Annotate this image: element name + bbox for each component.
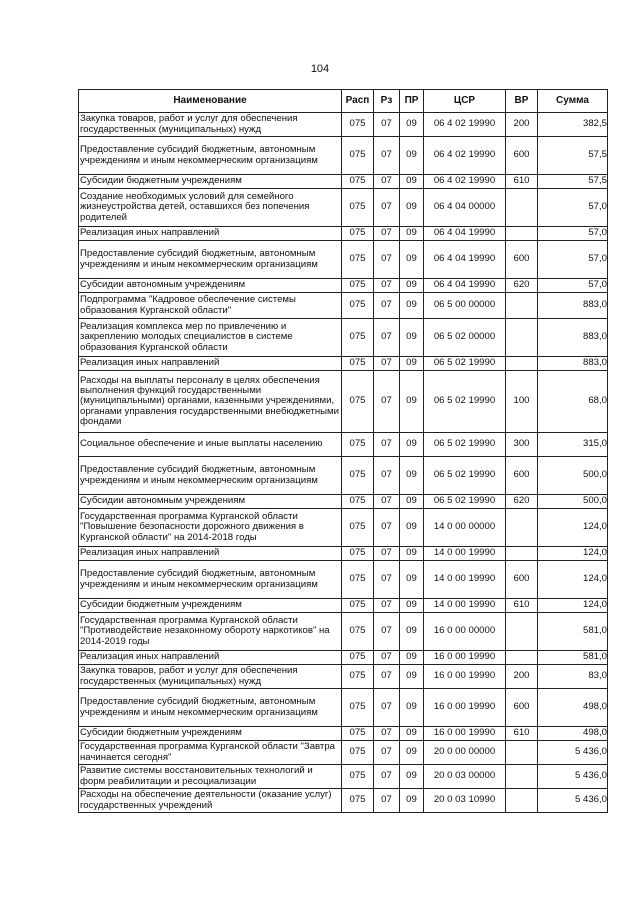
cell-rz: 07 (374, 371, 400, 433)
cell-rz: 07 (374, 495, 400, 509)
cell-rz: 07 (374, 279, 400, 293)
cell-rasp: 075 (342, 241, 374, 279)
cell-rz: 07 (374, 509, 400, 547)
cell-rasp: 075 (342, 457, 374, 495)
cell-sum: 57,5 (538, 137, 608, 175)
cell-sum: 883,0 (538, 319, 608, 357)
cell-pr: 09 (400, 665, 424, 689)
cell-pr: 09 (400, 495, 424, 509)
cell-name: Расходы на выплаты персоналу в целях обеспечения выполнения функций государственными (муниципальными) органами, казенными учреждениями, органами управления государственными внебюджетными фондами (79, 371, 342, 433)
cell-rasp: 075 (342, 613, 374, 651)
cell-sum: 83,0 (538, 665, 608, 689)
cell-csr: 06 4 04 00000 (424, 189, 506, 227)
cell-vr (506, 547, 538, 561)
table-row (79, 279, 608, 293)
cell-rz: 07 (374, 613, 400, 651)
cell-csr: 06 5 02 19990 (424, 357, 506, 371)
table-row (79, 319, 608, 357)
cell-sum: 883,0 (538, 293, 608, 319)
cell-csr: 16 0 00 19990 (424, 651, 506, 665)
table-row (79, 227, 608, 241)
cell-rz: 07 (374, 113, 400, 137)
cell-name: Предоставление субсидий бюджетным, автономным учреждениям и иным некоммерческим организациям (79, 561, 342, 599)
table-row (79, 665, 608, 689)
cell-rasp: 075 (342, 665, 374, 689)
cell-name: Предоставление субсидий бюджетным, автономным учреждениям и иным некоммерческим организациям (79, 241, 342, 279)
cell-pr: 09 (400, 547, 424, 561)
cell-sum: 581,0 (538, 613, 608, 651)
cell-vr (506, 357, 538, 371)
cell-vr: 600 (506, 137, 538, 175)
cell-csr: 06 5 02 19990 (424, 457, 506, 495)
cell-rasp: 075 (342, 765, 374, 789)
cell-csr: 14 0 00 19990 (424, 599, 506, 613)
cell-name: Расходы на обеспечение деятельности (оказание услуг) государственных учреждений (79, 789, 342, 813)
table-row (79, 457, 608, 495)
cell-vr (506, 319, 538, 357)
cell-rasp: 075 (342, 433, 374, 457)
table-row (79, 727, 608, 741)
cell-rz: 07 (374, 665, 400, 689)
cell-pr: 09 (400, 599, 424, 613)
cell-sum: 500,0 (538, 457, 608, 495)
cell-vr (506, 509, 538, 547)
cell-pr: 09 (400, 613, 424, 651)
cell-csr: 06 5 02 19990 (424, 371, 506, 433)
cell-pr: 09 (400, 357, 424, 371)
cell-vr (506, 189, 538, 227)
cell-rasp: 075 (342, 599, 374, 613)
cell-name: Реализация иных направлений (79, 357, 342, 371)
table-row (79, 495, 608, 509)
cell-name: Реализация комплекса мер по привлечению и закреплению молодых специалистов в системе образования Курганской области (79, 319, 342, 357)
header-rz: Рз (374, 90, 400, 113)
cell-name: Социальное обеспечение и иные выплаты населению (79, 433, 342, 457)
cell-sum: 5 436,0 (538, 741, 608, 765)
cell-name: Предоставление субсидий бюджетным, автономным учреждениям и иным некоммерческим организациям (79, 457, 342, 495)
cell-csr: 16 0 00 19990 (424, 727, 506, 741)
cell-name: Предоставление субсидий бюджетным, автономным учреждениям и иным некоммерческим организациям (79, 137, 342, 175)
header-csr: ЦСР (424, 90, 506, 113)
cell-sum: 57,0 (538, 279, 608, 293)
table-row (79, 613, 608, 651)
cell-rasp: 075 (342, 495, 374, 509)
cell-rz: 07 (374, 137, 400, 175)
cell-pr: 09 (400, 137, 424, 175)
header-rasp: Расп (342, 90, 374, 113)
cell-sum: 57,0 (538, 189, 608, 227)
cell-name: Подпрограмма "Кадровое обеспечение системы образования Курганской области" (79, 293, 342, 319)
cell-vr (506, 227, 538, 241)
cell-sum: 315,0 (538, 433, 608, 457)
cell-name: Предоставление субсидий бюджетным, автономным учреждениям и иным некоммерческим организациям (79, 689, 342, 727)
cell-pr: 09 (400, 279, 424, 293)
cell-rz: 07 (374, 689, 400, 727)
cell-csr: 06 4 02 19990 (424, 175, 506, 189)
cell-vr: 620 (506, 279, 538, 293)
cell-vr: 300 (506, 433, 538, 457)
cell-csr: 06 5 02 19990 (424, 433, 506, 457)
cell-vr: 600 (506, 241, 538, 279)
cell-sum: 124,0 (538, 509, 608, 547)
cell-name: Субсидии автономным учреждениям (79, 495, 342, 509)
cell-pr: 09 (400, 175, 424, 189)
cell-vr: 600 (506, 689, 538, 727)
cell-vr: 600 (506, 561, 538, 599)
cell-pr: 09 (400, 689, 424, 727)
cell-rz: 07 (374, 241, 400, 279)
cell-rasp: 075 (342, 509, 374, 547)
table-row (79, 689, 608, 727)
cell-rasp: 075 (342, 789, 374, 813)
cell-pr: 09 (400, 651, 424, 665)
header-sum: Сумма (538, 90, 608, 113)
cell-rasp: 075 (342, 547, 374, 561)
table-row (79, 789, 608, 813)
cell-name: Субсидии бюджетным учреждениям (79, 727, 342, 741)
cell-sum: 498,0 (538, 689, 608, 727)
cell-name: Государственная программа Курганской области "Завтра начинается сегодня" (79, 741, 342, 765)
cell-rasp: 075 (342, 189, 374, 227)
table-row (79, 561, 608, 599)
cell-rz: 07 (374, 175, 400, 189)
cell-vr: 100 (506, 371, 538, 433)
cell-rz: 07 (374, 357, 400, 371)
cell-rasp: 075 (342, 319, 374, 357)
cell-sum: 500,0 (538, 495, 608, 509)
table-row (79, 189, 608, 227)
table-row (79, 113, 608, 137)
cell-name: Субсидии бюджетным учреждениям (79, 599, 342, 613)
table-row (79, 599, 608, 613)
cell-csr: 16 0 00 19990 (424, 665, 506, 689)
cell-name: Государственная программа Курганской области "Повышение безопасности дорожного движения в Курганской области" на 2014-2018 годы (79, 509, 342, 547)
cell-name: Субсидии бюджетным учреждениям (79, 175, 342, 189)
cell-name: Государственная программа Курганской области "Противодействие незаконному обороту наркотиков" на 2014-2019 годы (79, 613, 342, 651)
header-name: Наименование (79, 90, 342, 113)
cell-sum: 581,0 (538, 651, 608, 665)
cell-rasp: 075 (342, 561, 374, 599)
cell-vr (506, 741, 538, 765)
cell-sum: 68,0 (538, 371, 608, 433)
cell-csr: 14 0 00 00000 (424, 509, 506, 547)
cell-rasp: 075 (342, 293, 374, 319)
cell-csr: 16 0 00 00000 (424, 613, 506, 651)
cell-rasp: 075 (342, 113, 374, 137)
cell-rasp: 075 (342, 279, 374, 293)
cell-vr: 600 (506, 457, 538, 495)
cell-rasp: 075 (342, 651, 374, 665)
cell-name: Создание необходимых условий для семейного жизнеустройства детей, оставшихся без попечения родителей (79, 189, 342, 227)
cell-rz: 07 (374, 319, 400, 357)
cell-sum: 5 436,0 (538, 765, 608, 789)
cell-rasp: 075 (342, 175, 374, 189)
cell-pr: 09 (400, 765, 424, 789)
cell-rz: 07 (374, 789, 400, 813)
table-row (79, 137, 608, 175)
cell-sum: 57,0 (538, 227, 608, 241)
cell-rasp: 075 (342, 137, 374, 175)
cell-rz: 07 (374, 227, 400, 241)
cell-pr: 09 (400, 561, 424, 599)
cell-csr: 06 4 02 19990 (424, 113, 506, 137)
cell-name: Закупка товаров, работ и услуг для обеспечения государственных (муниципальных) нужд (79, 113, 342, 137)
cell-name: Субсидии автономным учреждениям (79, 279, 342, 293)
cell-vr (506, 765, 538, 789)
cell-rz: 07 (374, 727, 400, 741)
table-row (79, 371, 608, 433)
table-row (79, 509, 608, 547)
cell-rz: 07 (374, 599, 400, 613)
cell-pr: 09 (400, 189, 424, 227)
table-header-row (79, 90, 608, 113)
cell-csr: 06 5 02 00000 (424, 319, 506, 357)
cell-rasp: 075 (342, 371, 374, 433)
cell-sum: 883,0 (538, 357, 608, 371)
cell-csr: 16 0 00 19990 (424, 689, 506, 727)
cell-rz: 07 (374, 433, 400, 457)
cell-name: Закупка товаров, работ и услуг для обеспечения государственных (муниципальных) нужд (79, 665, 342, 689)
cell-sum: 498,0 (538, 727, 608, 741)
cell-sum: 5 436,0 (538, 789, 608, 813)
cell-rz: 07 (374, 457, 400, 495)
cell-csr: 20 0 03 00000 (424, 765, 506, 789)
cell-csr: 06 4 04 19990 (424, 241, 506, 279)
cell-csr: 06 4 02 19990 (424, 137, 506, 175)
cell-pr: 09 (400, 509, 424, 547)
cell-sum: 57,5 (538, 175, 608, 189)
cell-rasp: 075 (342, 727, 374, 741)
cell-sum: 382,5 (538, 113, 608, 137)
cell-vr (506, 651, 538, 665)
cell-vr: 610 (506, 727, 538, 741)
cell-pr: 09 (400, 293, 424, 319)
cell-rz: 07 (374, 293, 400, 319)
cell-pr: 09 (400, 457, 424, 495)
cell-csr: 06 4 04 19990 (424, 227, 506, 241)
cell-sum: 124,0 (538, 561, 608, 599)
cell-rz: 07 (374, 561, 400, 599)
cell-csr: 14 0 00 19990 (424, 561, 506, 599)
cell-pr: 09 (400, 241, 424, 279)
cell-rz: 07 (374, 765, 400, 789)
cell-vr (506, 293, 538, 319)
cell-name: Реализация иных направлений (79, 227, 342, 241)
cell-pr: 09 (400, 319, 424, 357)
cell-sum: 124,0 (538, 599, 608, 613)
cell-sum: 57,0 (538, 241, 608, 279)
cell-rasp: 075 (342, 357, 374, 371)
cell-name: Развитие системы восстановительных технологий и форм реабилитации и ресоциализации (79, 765, 342, 789)
table-row (79, 241, 608, 279)
page-number: 104 (310, 63, 330, 75)
cell-csr: 06 5 00 00000 (424, 293, 506, 319)
cell-vr: 200 (506, 665, 538, 689)
cell-csr: 06 4 04 19990 (424, 279, 506, 293)
cell-pr: 09 (400, 727, 424, 741)
cell-pr: 09 (400, 113, 424, 137)
cell-rasp: 075 (342, 741, 374, 765)
cell-vr: 200 (506, 113, 538, 137)
cell-name: Реализация иных направлений (79, 547, 342, 561)
cell-rasp: 075 (342, 227, 374, 241)
cell-rasp: 075 (342, 689, 374, 727)
cell-rz: 07 (374, 547, 400, 561)
cell-pr: 09 (400, 433, 424, 457)
cell-csr: 20 0 00 00000 (424, 741, 506, 765)
cell-rz: 07 (374, 189, 400, 227)
table-row (79, 357, 608, 371)
cell-pr: 09 (400, 741, 424, 765)
header-vr: ВР (506, 90, 538, 113)
header-pr: ПР (400, 90, 424, 113)
cell-name: Реализация иных направлений (79, 651, 342, 665)
table-row (79, 175, 608, 189)
table-row (79, 293, 608, 319)
table-row (79, 741, 608, 765)
cell-vr: 620 (506, 495, 538, 509)
cell-vr: 610 (506, 175, 538, 189)
table-row (79, 651, 608, 665)
cell-pr: 09 (400, 371, 424, 433)
cell-sum: 124,0 (538, 547, 608, 561)
cell-csr: 20 0 03 10990 (424, 789, 506, 813)
cell-rz: 07 (374, 651, 400, 665)
table-row (79, 765, 608, 789)
cell-csr: 06 5 02 19990 (424, 495, 506, 509)
table-row (79, 433, 608, 457)
table-row (79, 547, 608, 561)
cell-rz: 07 (374, 741, 400, 765)
cell-csr: 14 0 00 19990 (424, 547, 506, 561)
cell-vr (506, 789, 538, 813)
cell-vr: 610 (506, 599, 538, 613)
budget-table (78, 89, 608, 813)
cell-pr: 09 (400, 227, 424, 241)
table-body (79, 113, 608, 813)
cell-vr (506, 613, 538, 651)
cell-pr: 09 (400, 789, 424, 813)
